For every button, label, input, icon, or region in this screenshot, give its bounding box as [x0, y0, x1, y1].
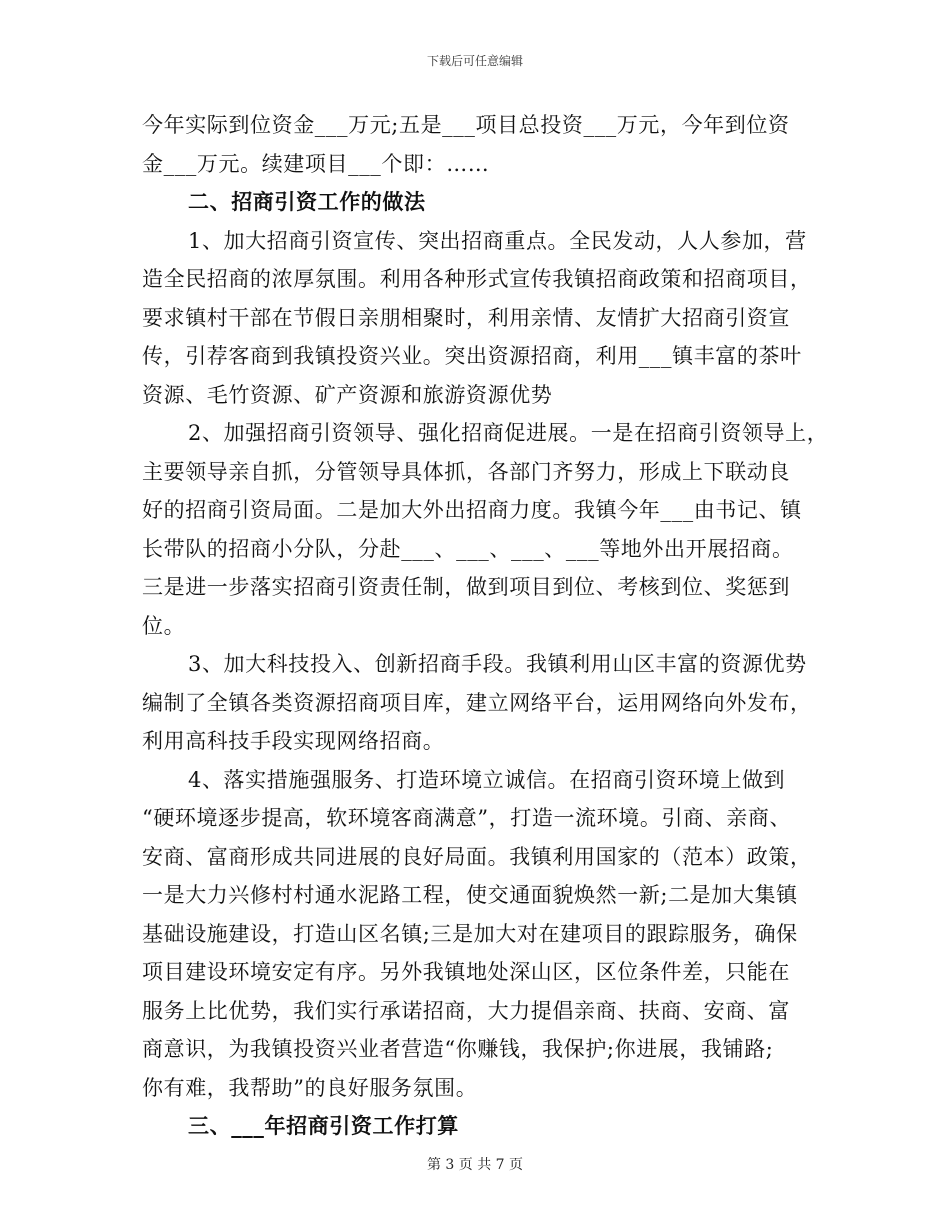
- paragraph-line: 项目建设环境安定有序。另外我镇地处深山区，区位条件差，只能在: [142, 960, 790, 984]
- paragraph-line: 三是进一步落实招商引资责任制，做到项目到位、考核到位、奖惩到: [142, 575, 790, 599]
- paragraph-line: 3、加大科技投入、创新招商手段。我镇利用山区丰富的资源优势: [188, 652, 807, 676]
- paragraph-line: 你有难，我帮助”的良好服务氛围。: [142, 1075, 478, 1100]
- paragraph-line: 安商、富商形成共同进展的良好局面。我镇利用国家的（范本）政策，: [142, 844, 812, 869]
- paragraph-line: 商意识，为我镇投资兴业者营造“你赚钱，我保护;你进展，我铺路;: [142, 1037, 774, 1061]
- paragraph-line: 基础设施建设，打造山区名镇;三是加大对在建项目的跟踪服务，确保: [142, 921, 798, 946]
- paragraph-line: 造全民招商的浓厚氛围。利用各种形式宣传我镇招商政策和招商项目，: [142, 267, 812, 291]
- paragraph-line: 好的招商引资局面。二是加大外出招商力度。我镇今年___由书记、镇: [142, 498, 802, 522]
- section-heading: 二、招商引资工作的做法: [188, 189, 426, 214]
- page-header: 下载后可任意编辑: [426, 54, 523, 68]
- paragraph-line: “硬环境逐步提高，软环境客商满意”，打造一流环境。引商、亲商、: [142, 806, 792, 830]
- paragraph-line: 长带队的招商小分队，分赴___、___、___、___等地外出开展招商。: [142, 536, 794, 561]
- paragraph-line: 主要领导亲自抓，分管领导具体抓，各部门齐努力，形成上下联动良: [142, 459, 790, 484]
- paragraph-line: 服务上比优势，我们实行承诺招商，大力提倡亲商、扶商、安商、富: [142, 998, 790, 1023]
- paragraph-line: 1、加大招商引资宣传、突出招商重点。全民发动，人人参加，营: [188, 228, 807, 253]
- section-heading: 三、___年招商引资工作打算: [188, 1113, 459, 1138]
- paragraph-line: 编制了全镇各类资源招商项目库，建立网络平台，运用网络向外发布，: [142, 690, 812, 715]
- paragraph-line: 位。: [142, 613, 186, 638]
- paragraph-line: 2、加强招商引资领导、强化招商促进展。一是在招商引资领导上，: [188, 421, 829, 445]
- page-footer: 第 3 页 共 7 页: [426, 1157, 524, 1173]
- paragraph-line: 要求镇村干部在节假日亲朋相聚时，利用亲情、友情扩大招商引资宣: [142, 305, 790, 330]
- paragraph-line: 4、落实措施强服务、打造环境立诚信。在招商引资环境上做到: [188, 767, 786, 792]
- paragraph-line: 利用高科技手段实现网络招商。: [142, 729, 445, 753]
- paragraph-line: 资源、毛竹资源、矿产资源和旅游资源优势: [142, 382, 553, 407]
- paragraph-line: 金___万元。续建项目___个即：……: [142, 151, 490, 176]
- paragraph-line: 传，引荐客商到我镇投资兴业。突出资源招商，利用___镇丰富的茶叶: [142, 344, 802, 368]
- paragraph-line: 一是大力兴修村村通水泥路工程，使交通面貌焕然一新;二是加大集镇: [142, 883, 798, 907]
- paragraph-line: 今年实际到位资金___万元;五是___项目总投资___万元，今年到位资: [142, 113, 790, 137]
- document-body: [142, 106, 832, 1146]
